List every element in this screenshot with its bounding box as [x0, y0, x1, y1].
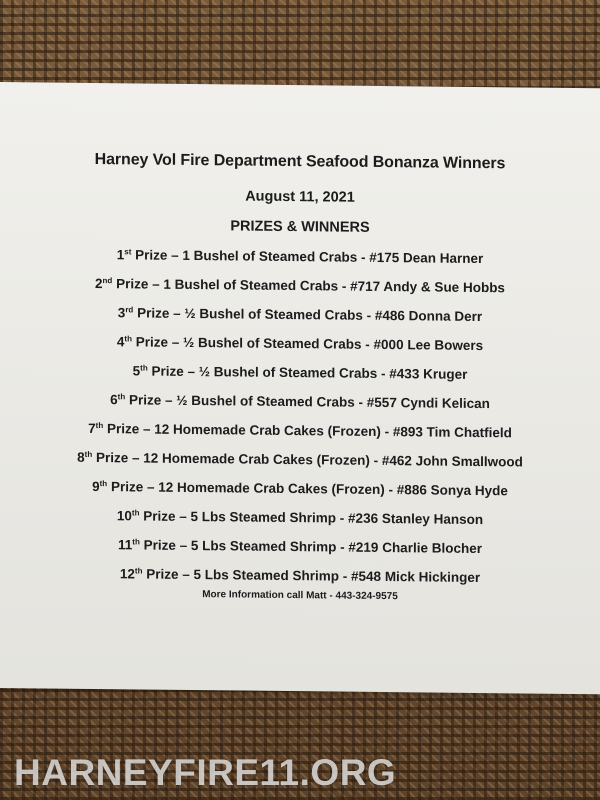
notice-content [0, 82, 600, 603]
site-watermark: HARNEYFIRE11.ORG [14, 752, 397, 793]
prize-number: 7 [88, 420, 96, 437]
prize-text: Prize – ½ Bushel of Steamed Crabs - #557 Cyndi Kelican [125, 392, 490, 412]
prize-number: 1 [116, 247, 125, 263]
prize-text: Prize – 1 Bushel of Steamed Crabs - #717 Andy & Sue Hobbs [112, 276, 505, 296]
notice-title: Harney Vol Fire Department Seafood Bonanza Winners [94, 150, 506, 173]
prize-ordinal: th [95, 421, 104, 431]
prize-text: Prize – 1 Bushel of Steamed Crabs - #175 Dean Harner [131, 247, 484, 267]
prize-number: 12 [119, 566, 135, 582]
prize-text: Prize – 5 Lbs Steamed Shrimp - #219 Charlie Blocher [139, 537, 482, 557]
prize-ordinal: th [131, 508, 140, 518]
prize-ordinal: th [124, 334, 132, 344]
prize-ordinal: nd [102, 276, 113, 286]
prize-number: 3 [117, 305, 126, 321]
prize-ordinal: st [124, 247, 132, 257]
prize-ordinal: th [84, 449, 93, 459]
prize-number: 8 [77, 449, 85, 465]
prize-number: 4 [116, 334, 125, 350]
prize-number: 5 [132, 363, 141, 379]
prize-text: Prize – ½ Bushel of Steamed Crabs - #433 Kruger [147, 363, 468, 382]
prize-text: Prize – ½ Bushel of Steamed Crabs - #000 Lee Bowers [131, 334, 484, 354]
prize-list [0, 244, 600, 598]
notice-date: August 11, 2021 [245, 188, 355, 206]
prize-ordinal: th [132, 537, 140, 547]
prize-number: 6 [110, 392, 118, 408]
prize-number: 10 [116, 508, 132, 524]
notice-subtitle: PRIZES & WINNERS [230, 218, 370, 236]
prize-number: 9 [92, 478, 100, 495]
notice-footer: More Information call Matt - 443-324-9575 [202, 589, 398, 603]
prize-ordinal: th [140, 363, 148, 373]
prize-ordinal: th [117, 392, 126, 402]
prize-number: 2 [95, 275, 103, 292]
prize-text: Prize – ½ Bushel of Steamed Crabs - #486 Donna Derr [133, 305, 483, 325]
prize-text: Prize – 5 Lbs Steamed Shrimp - #548 Mick Hickinger [142, 566, 481, 586]
prize-ordinal: th [99, 479, 108, 489]
prize-text: Prize – 12 Homemade Crab Cakes (Frozen) - #462 John Smallwood [92, 449, 523, 470]
prize-text: Prize – 5 Lbs Steamed Shrimp - #236 Stanley Hanson [139, 508, 484, 528]
prize-text: Prize – 12 Homemade Crab Cakes (Frozen) - #886 Sonya Hyde [107, 479, 508, 499]
prize-ordinal: rd [125, 305, 134, 315]
prize-text: Prize – 12 Homemade Crab Cakes (Frozen) - #893 Tim Chatfield [103, 421, 512, 441]
prize-ordinal: th [134, 566, 143, 576]
prize-number: 11 [118, 537, 133, 553]
notice-paper [0, 82, 600, 694]
